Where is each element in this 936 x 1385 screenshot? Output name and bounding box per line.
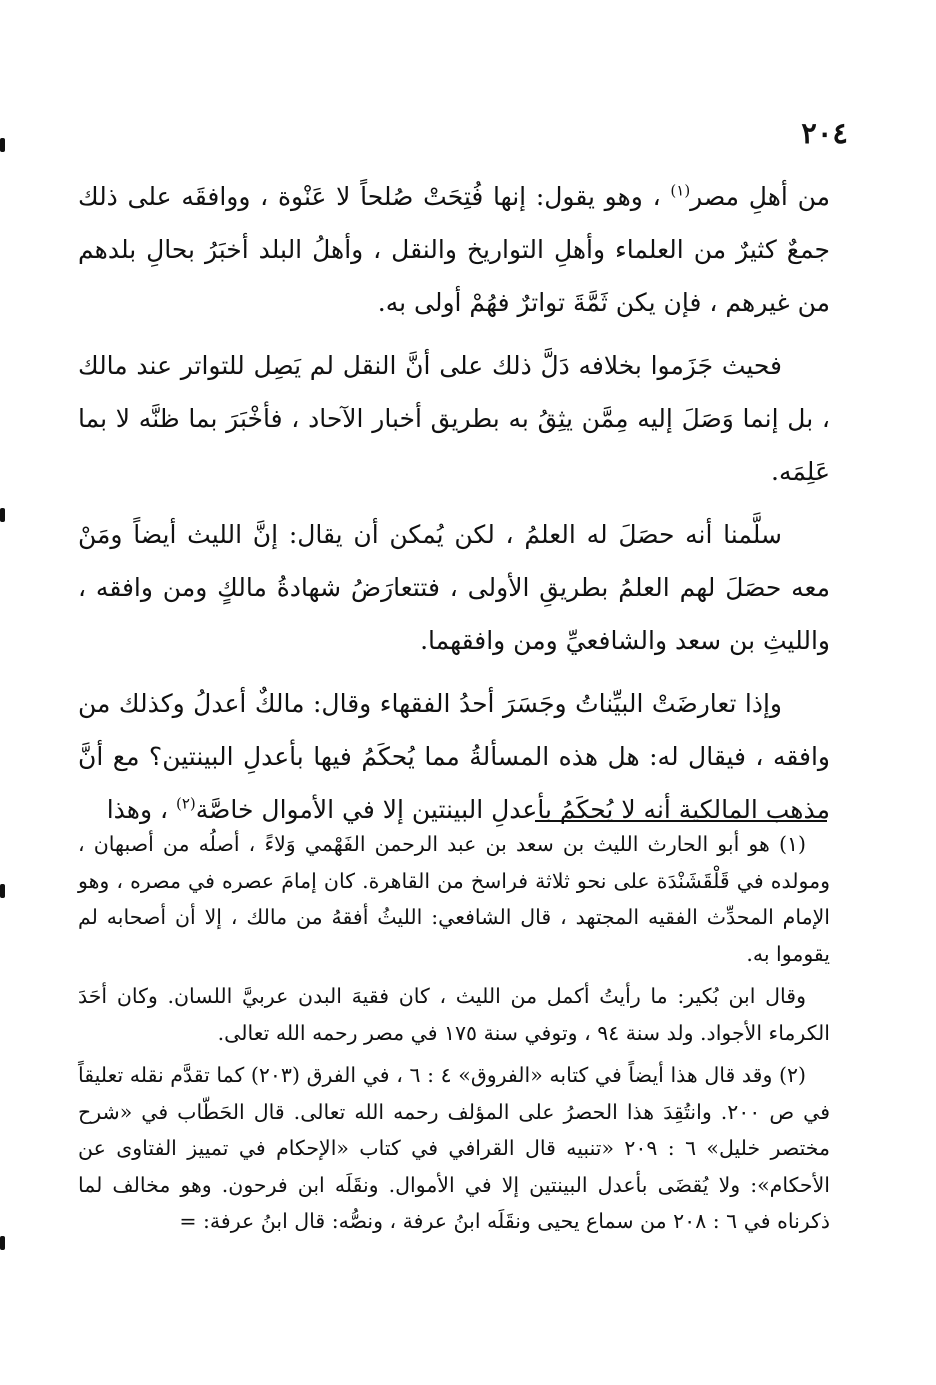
paragraph-text: ، وهو يقول: إنها فُتِحَتْ صُلحاً لا عَنْوة ، ووافقَه على ذلك جمعٌ كثيرٌ من العلماء وأهلِ التواريخ والنقل ، وأهلُ البلد أخبَرُ بحالِ بلدهم من غيرهم ، فإن يكن ثَمَّةَ تواترٌ فهُمْ أولى به. bbox=[78, 182, 830, 317]
paragraph-text: ، وهذا bbox=[106, 795, 176, 824]
body-paragraph-2: فحيث جَزَموا بخلافه دَلَّ ذلك على أنَّ النقل لم يَصِل للتواتر عند مالك ، بل إنما وَصَلَ إليه مِمَّن يثِقُ به بطريق أخبار الآحاد ، فأخْبَرَ بما ظنَّه لا بما عَلِمَه. bbox=[78, 351, 830, 486]
scan-edge-mark bbox=[0, 508, 5, 522]
scan-edge-mark bbox=[0, 138, 5, 152]
body-paragraph-3: سلَّمنا أنه حصَلَ له العلمُ ، لكن يُمكن أن يقال: إنَّ الليث أيضاً ومَنْ معه حصَلَ لهم العلمُ بطريقِ الأولى ، فتتعارَضُ شهادةُ مالكٍ ومن وافقه ، والليثِ بن سعد والشافعيِّ ومن وافقهما. bbox=[78, 520, 830, 655]
page-number: ٢٠٤ bbox=[801, 116, 848, 150]
paragraph-text: وإذا تعارضَتْ البيِّناتُ وجَسَرَ أحدُ الفقهاء وقال: مالكٌ أعدلُ وكذلك من وافقه ، فيقال له: هل هذه المسألةُ مما يُحكَمُ فيها بأعدلِ البينتين؟ مع أنَّ مذهب المالكية أنه لا يُحكَمُ بأعدلِ البينتين إلا في الأموال خاصَّة bbox=[78, 689, 830, 824]
footnote-ref-2[interactable]: (٢) bbox=[175, 794, 196, 813]
main-text bbox=[78, 170, 830, 836]
footnote-ref-1[interactable]: (١) bbox=[670, 181, 691, 200]
body-paragraph-4 bbox=[78, 677, 830, 836]
paragraph-text: من أهلِ مصر bbox=[690, 182, 830, 211]
scan-edge-mark bbox=[0, 884, 5, 898]
footnotes bbox=[78, 826, 830, 1240]
footnote-divider bbox=[535, 820, 827, 822]
scan-edge-mark bbox=[0, 1236, 5, 1250]
footnote-1: (١) هو أبو الحارث الليث بن سعد بن عبد الرحمن الفَهْمي وَلاءً ، أصلُه من أصبهان ، ومولده في قَلْقَشَنْدَة على نحو ثلاثة فراسخ من القاهرة. كان إمامَ عصره في مصره ، وهو الإمام المحدِّث الفقيه المجتهد ، قال الشافعي: الليثُ أفقهُ من مالك ، إلا أن أصحابه لم يقوموا به. bbox=[78, 832, 830, 966]
footnote-2: (٢) وقد قال هذا أيضاً في كتابه «الفروق» ٤ : ٦ ، في الفرق (٢٠٣) كما تقدَّم نقله تعليقاً في ص ٢٠٠. وانتُقِدَ هذا الحصرُ على المؤلف رحمه الله تعالى. قال الحَطّاب في «شرح مختصر خليل» ٦ : ٢٠٩ «تنبيه قال القرافي في كتاب «الإحكام في تمييز الفتاوى عن الأحكام»: ولا يُقضَى بأعدل البينتين إلا في الأموال. ونقَلَه ابن فرحون. وهو مخالف لما ذكرناه في ٦ : ٢٠٨ من سماع يحيى ونقَلَه ابنُ عرفة ، ونصُّه: قال ابنُ عرفة: = bbox=[78, 1063, 831, 1233]
footnote-1-continued: وقال ابن بُكير: ما رأيتُ أكمل من الليث ، كان فقيهَ البدن عربيَّ اللسان. وكان أحَدَ الكرماء الأجواد. ولد سنة ٩٤ ، وتوفي سنة ١٧٥ في مصر رحمه الله تعالى. bbox=[78, 984, 830, 1045]
body-paragraph-1 bbox=[78, 170, 830, 329]
